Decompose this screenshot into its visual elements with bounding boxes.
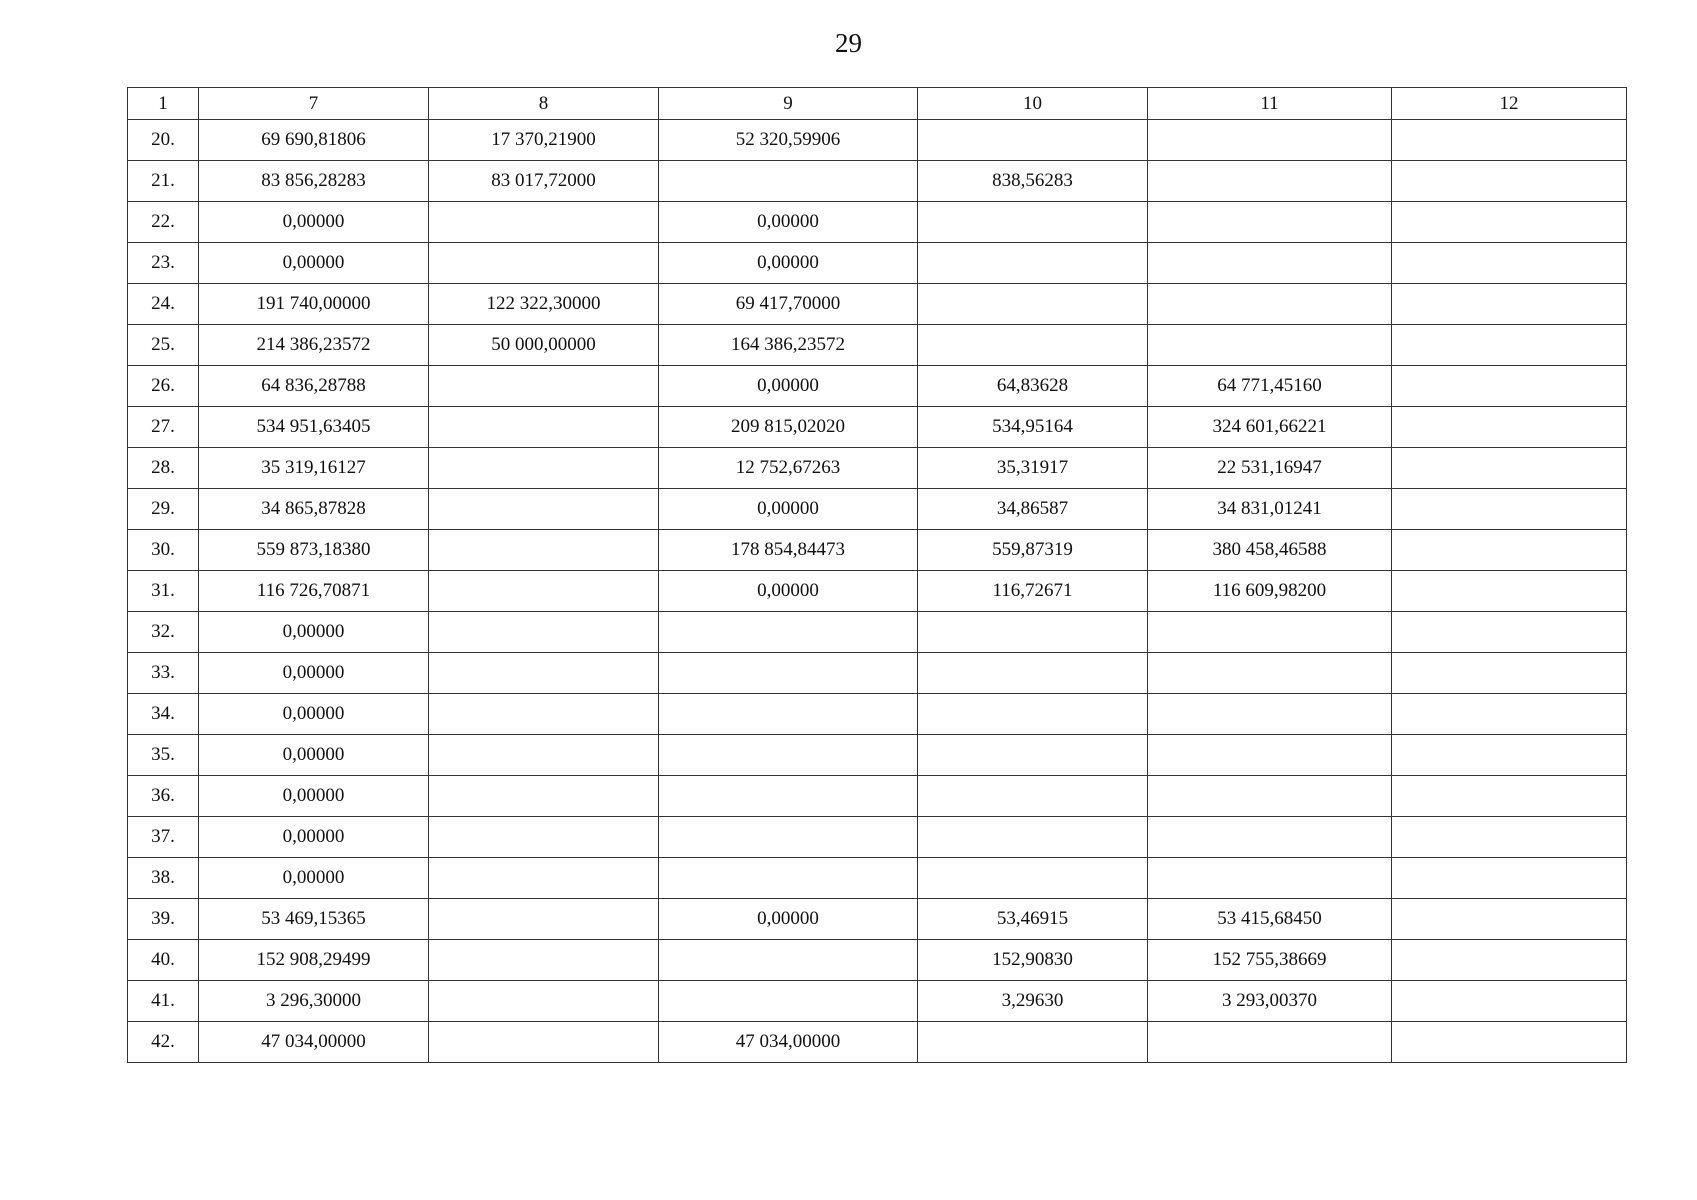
row-number-cell: 29.	[128, 489, 199, 530]
table-row	[128, 940, 1627, 981]
table-cell: 0,00000	[199, 817, 429, 858]
row-number-cell: 23.	[128, 243, 199, 284]
row-number-cell: 27.	[128, 407, 199, 448]
table-cell: 559 873,18380	[199, 530, 429, 571]
table-cell	[918, 858, 1148, 899]
table-cell: 209 815,02020	[659, 407, 918, 448]
column-header-2: 8	[429, 88, 659, 120]
table-cell	[1392, 161, 1627, 202]
table-cell: 116,72671	[918, 571, 1148, 612]
row-number-cell: 42.	[128, 1022, 199, 1063]
table-cell	[429, 735, 659, 776]
table-cell: 34,86587	[918, 489, 1148, 530]
table-cell: 69 690,81806	[199, 120, 429, 161]
table-row	[128, 325, 1627, 366]
table-cell	[918, 284, 1148, 325]
table-cell: 178 854,84473	[659, 530, 918, 571]
table-cell: 53 415,68450	[1148, 899, 1392, 940]
row-number-cell: 41.	[128, 981, 199, 1022]
table-cell	[1392, 202, 1627, 243]
table-cell	[429, 571, 659, 612]
table-cell	[659, 735, 918, 776]
table-row	[128, 284, 1627, 325]
column-header-4: 10	[918, 88, 1148, 120]
table-cell: 3 296,30000	[199, 981, 429, 1022]
row-number-cell: 33.	[128, 653, 199, 694]
table-cell	[659, 612, 918, 653]
table-cell	[1148, 1022, 1392, 1063]
table-cell	[1392, 407, 1627, 448]
table-cell: 35,31917	[918, 448, 1148, 489]
table-cell: 12 752,67263	[659, 448, 918, 489]
table-cell: 838,56283	[918, 161, 1148, 202]
table-row	[128, 243, 1627, 284]
row-number-cell: 32.	[128, 612, 199, 653]
table-row	[128, 407, 1627, 448]
table-cell: 116 609,98200	[1148, 571, 1392, 612]
table-cell	[918, 612, 1148, 653]
table-row	[128, 817, 1627, 858]
table-cell: 34 865,87828	[199, 489, 429, 530]
table-cell	[429, 448, 659, 489]
header-row	[128, 88, 1627, 120]
table-cell	[429, 612, 659, 653]
table-cell	[429, 940, 659, 981]
table-cell	[1392, 325, 1627, 366]
table-cell	[1392, 366, 1627, 407]
table-cell: 3 293,00370	[1148, 981, 1392, 1022]
table-row	[128, 489, 1627, 530]
table-cell: 83 856,28283	[199, 161, 429, 202]
table-cell: 64 771,45160	[1148, 366, 1392, 407]
table-cell	[1392, 284, 1627, 325]
table-cell: 534 951,63405	[199, 407, 429, 448]
column-header-3: 9	[659, 88, 918, 120]
table-cell: 22 531,16947	[1148, 448, 1392, 489]
row-number-cell: 28.	[128, 448, 199, 489]
table-row	[128, 120, 1627, 161]
table-cell	[659, 694, 918, 735]
table-row	[128, 448, 1627, 489]
table-cell	[659, 161, 918, 202]
table-cell	[1148, 694, 1392, 735]
row-number-cell: 30.	[128, 530, 199, 571]
table-row	[128, 202, 1627, 243]
row-number-cell: 25.	[128, 325, 199, 366]
table-cell	[1392, 120, 1627, 161]
table-cell: 534,95164	[918, 407, 1148, 448]
row-number-cell: 20.	[128, 120, 199, 161]
table-cell	[429, 694, 659, 735]
table-cell	[429, 981, 659, 1022]
table-cell	[659, 940, 918, 981]
table-cell	[1148, 776, 1392, 817]
table-cell	[659, 817, 918, 858]
table-row	[128, 981, 1627, 1022]
row-number-cell: 40.	[128, 940, 199, 981]
table-body	[128, 120, 1627, 1063]
table-cell	[918, 817, 1148, 858]
table-cell	[918, 243, 1148, 284]
table-cell: 0,00000	[199, 243, 429, 284]
column-header-1: 7	[199, 88, 429, 120]
table-cell: 324 601,66221	[1148, 407, 1392, 448]
row-number-cell: 26.	[128, 366, 199, 407]
table-cell	[1148, 735, 1392, 776]
table-cell	[1392, 858, 1627, 899]
table-cell: 0,00000	[199, 735, 429, 776]
table-cell: 3,29630	[918, 981, 1148, 1022]
table-cell: 64 836,28788	[199, 366, 429, 407]
table-cell	[1392, 571, 1627, 612]
table-cell	[1148, 202, 1392, 243]
table-cell	[1392, 612, 1627, 653]
row-number-cell: 38.	[128, 858, 199, 899]
row-number-cell: 31.	[128, 571, 199, 612]
table-cell	[918, 120, 1148, 161]
row-number-cell: 37.	[128, 817, 199, 858]
table-cell	[429, 776, 659, 817]
table-cell: 53 469,15365	[199, 899, 429, 940]
table-cell: 116 726,70871	[199, 571, 429, 612]
table-cell	[429, 243, 659, 284]
table-cell: 152,90830	[918, 940, 1148, 981]
table-cell: 52 320,59906	[659, 120, 918, 161]
table-cell	[918, 694, 1148, 735]
table-cell: 0,00000	[199, 776, 429, 817]
table-cell	[918, 1022, 1148, 1063]
table-cell	[1392, 448, 1627, 489]
table-row	[128, 694, 1627, 735]
table-cell	[1392, 243, 1627, 284]
table-cell	[1148, 653, 1392, 694]
table-cell	[429, 202, 659, 243]
row-number-cell: 22.	[128, 202, 199, 243]
table-cell: 152 908,29499	[199, 940, 429, 981]
table-cell: 34 831,01241	[1148, 489, 1392, 530]
table-cell	[1392, 776, 1627, 817]
table-cell	[659, 981, 918, 1022]
table-cell	[918, 325, 1148, 366]
table-cell	[1392, 981, 1627, 1022]
table-cell	[429, 1022, 659, 1063]
table-cell	[1392, 653, 1627, 694]
table-cell	[429, 817, 659, 858]
table-cell	[429, 899, 659, 940]
row-number-cell: 24.	[128, 284, 199, 325]
table-row	[128, 776, 1627, 817]
table-cell: 0,00000	[659, 571, 918, 612]
table-row	[128, 735, 1627, 776]
table-cell	[1148, 325, 1392, 366]
table-cell: 0,00000	[199, 612, 429, 653]
table-cell	[1392, 899, 1627, 940]
table-cell: 83 017,72000	[429, 161, 659, 202]
table-cell	[1392, 940, 1627, 981]
table-cell: 0,00000	[659, 202, 918, 243]
table-cell: 47 034,00000	[659, 1022, 918, 1063]
table-row	[128, 161, 1627, 202]
table-cell: 53,46915	[918, 899, 1148, 940]
table-cell: 0,00000	[659, 366, 918, 407]
row-number-cell: 35.	[128, 735, 199, 776]
table-cell: 0,00000	[659, 243, 918, 284]
table-cell: 0,00000	[659, 899, 918, 940]
table-cell	[1148, 284, 1392, 325]
row-number-cell: 36.	[128, 776, 199, 817]
table-cell: 214 386,23572	[199, 325, 429, 366]
table-cell	[1392, 694, 1627, 735]
table-cell	[659, 653, 918, 694]
table-header	[128, 88, 1627, 120]
table-cell: 69 417,70000	[659, 284, 918, 325]
table-row	[128, 1022, 1627, 1063]
table-cell: 191 740,00000	[199, 284, 429, 325]
row-number-cell: 21.	[128, 161, 199, 202]
table-cell	[1148, 612, 1392, 653]
table-cell	[429, 858, 659, 899]
table-cell	[1392, 817, 1627, 858]
table-cell	[1392, 735, 1627, 776]
table-cell: 0,00000	[659, 489, 918, 530]
table-cell: 0,00000	[199, 202, 429, 243]
table-cell	[1148, 161, 1392, 202]
table-cell	[429, 653, 659, 694]
table-cell	[429, 366, 659, 407]
table-cell: 0,00000	[199, 694, 429, 735]
table-cell	[1392, 530, 1627, 571]
table-cell	[918, 776, 1148, 817]
table-row	[128, 653, 1627, 694]
table-cell: 47 034,00000	[199, 1022, 429, 1063]
table-row	[128, 571, 1627, 612]
table-cell	[918, 735, 1148, 776]
table-cell: 122 322,30000	[429, 284, 659, 325]
table-cell: 380 458,46588	[1148, 530, 1392, 571]
page-number: 29	[835, 28, 862, 58]
table-cell	[918, 653, 1148, 694]
table-cell: 0,00000	[199, 653, 429, 694]
table-cell	[1148, 858, 1392, 899]
table-cell	[1392, 1022, 1627, 1063]
table-cell: 164 386,23572	[659, 325, 918, 366]
column-header-5: 11	[1148, 88, 1392, 120]
table-cell	[1148, 817, 1392, 858]
table-cell	[659, 858, 918, 899]
table-cell	[429, 489, 659, 530]
table-cell: 64,83628	[918, 366, 1148, 407]
row-number-cell: 39.	[128, 899, 199, 940]
table-cell	[429, 530, 659, 571]
table-cell: 152 755,38669	[1148, 940, 1392, 981]
table-row	[128, 366, 1627, 407]
table-cell: 0,00000	[199, 858, 429, 899]
data-table	[127, 87, 1627, 1063]
row-number-cell: 34.	[128, 694, 199, 735]
table-cell: 35 319,16127	[199, 448, 429, 489]
table-cell: 17 370,21900	[429, 120, 659, 161]
table-cell	[1148, 243, 1392, 284]
table-cell	[918, 202, 1148, 243]
table-row	[128, 899, 1627, 940]
table-row	[128, 530, 1627, 571]
column-header-0: 1	[128, 88, 199, 120]
table-cell: 559,87319	[918, 530, 1148, 571]
column-header-6: 12	[1392, 88, 1627, 120]
table-cell	[659, 776, 918, 817]
table-row	[128, 612, 1627, 653]
table-cell	[429, 407, 659, 448]
table-cell: 50 000,00000	[429, 325, 659, 366]
table-cell	[1392, 489, 1627, 530]
table-row	[128, 858, 1627, 899]
table-cell	[1148, 120, 1392, 161]
